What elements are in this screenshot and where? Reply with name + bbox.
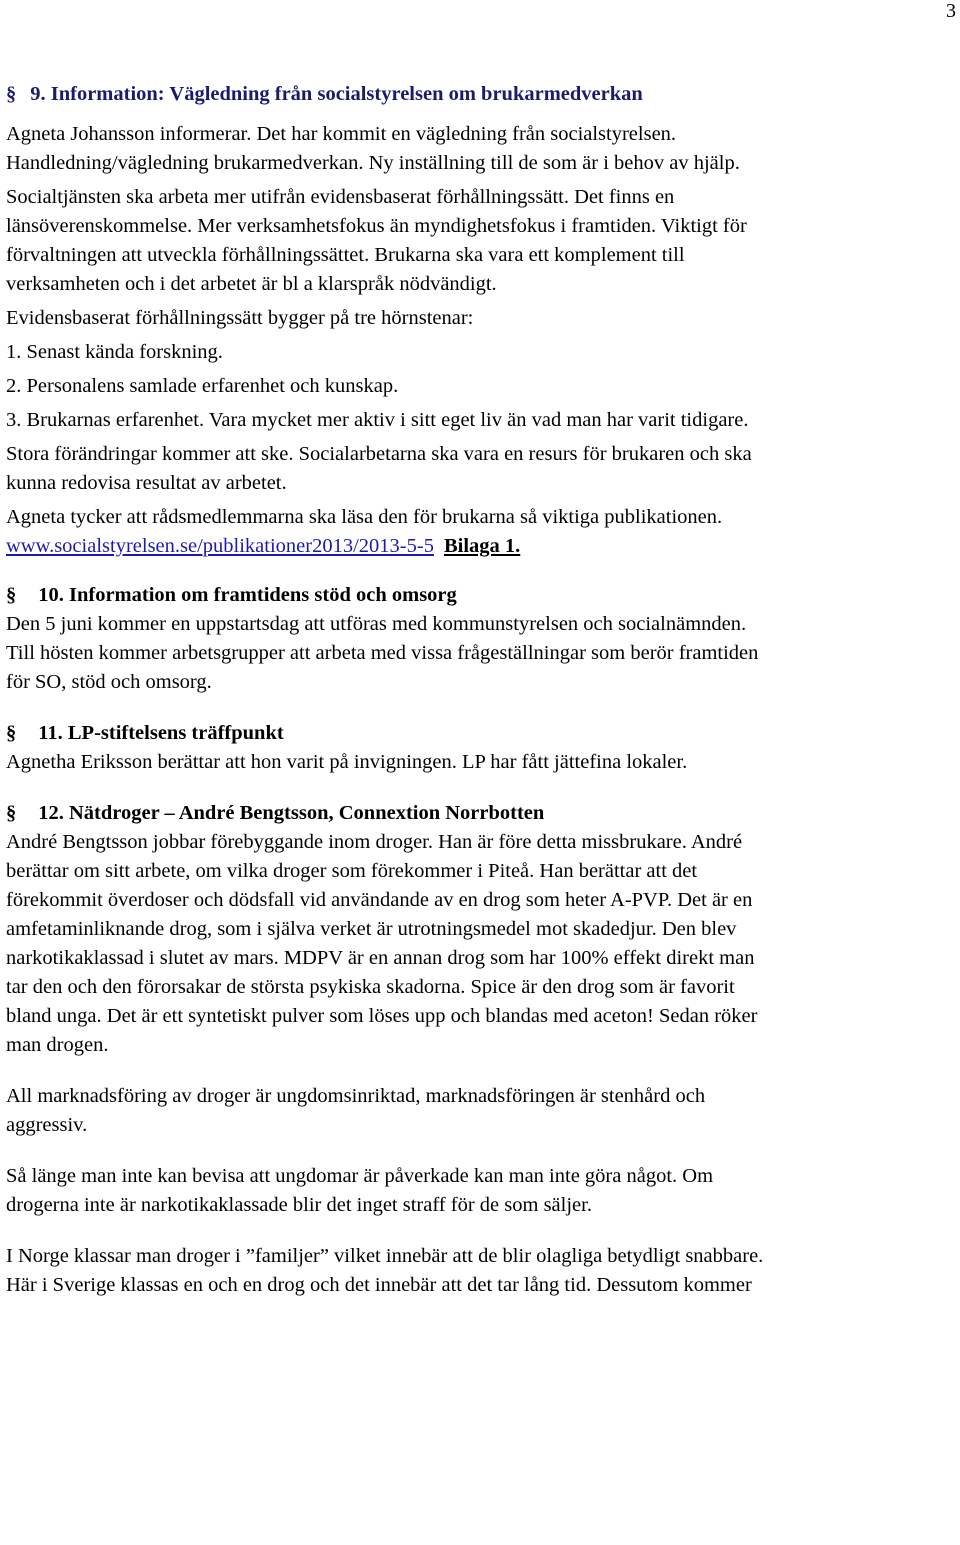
- section-9-para2-line: verksamheten och i det arbetet är bl a klarspråk nödvändigt.: [6, 273, 497, 295]
- section-9-para3-line: kunna redovisa resultat av arbetet.: [6, 472, 287, 494]
- section-9-heading: [6, 80, 950, 109]
- section-11-title: LP-stiftelsens träffpunkt: [67, 722, 284, 744]
- section-12-para2-line: aggressiv.: [6, 1114, 88, 1136]
- section-12-para4-line: Här i Sverige klassas en och en drog och det innebär att det tar lång tid. Dessutom kommer: [6, 1274, 752, 1296]
- section-12-heading: [6, 799, 950, 828]
- section-10-number: 10.: [38, 584, 64, 606]
- link-line: [6, 532, 950, 561]
- section-11-line: Agnetha Eriksson berättar att hon varit på invigningen. LP har fått jättefina lokaler.: [6, 751, 688, 773]
- section-9-para2-line: Socialtjänsten ska arbeta mer utifrån evidensbaserat förhållningssätt. Det finns en: [6, 186, 675, 208]
- section-12-para3-line: Så länge man inte kan bevisa att ungdomar är påverkade kan man inte göra något. Om: [6, 1165, 714, 1187]
- section-9-para4: Agneta tycker att rådsmedlemmarna ska läsa den för brukarna så viktiga publikationen.: [6, 506, 723, 528]
- section-9-line: Agneta Johansson informerar. Det har kommit en vägledning från socialstyrelsen.: [6, 123, 677, 145]
- section-10-line: Den 5 juni kommer en uppstartsdag att utföras med kommunstyrelsen och socialnämnden.: [6, 613, 747, 635]
- section-12-line: förekommit överdoser och dödsfall vid användande av en drog som heter A-PVP. Det är en: [6, 889, 753, 911]
- section-sign: §: [6, 584, 17, 606]
- section-12-line: berättar om sitt arbete, om vilka droger som förekommer i Piteå. Han berättar att det: [6, 860, 698, 882]
- section-12-line: narkotikaklassad i slutet av mars. MDPV är en annan drog som har 100% effekt direkt man: [6, 947, 755, 969]
- section-9-line: Handledning/vägledning brukarmedverkan. Ny inställning till de som är i behov av hjälp.: [6, 152, 740, 174]
- section-12-para3-line: drogerna inte är narkotikaklassade blir det inget straff för de som säljer.: [6, 1194, 592, 1216]
- section-12-line: amfetaminliknande drog, som i själva verket är utrotningsmedel mot skadedjur. Den blev: [6, 918, 737, 940]
- section-sign: §: [6, 83, 17, 105]
- section-11-heading: [6, 719, 950, 748]
- section-10-title: Information om framtidens stöd och omsorg: [69, 584, 457, 606]
- section-9-para3-line: Stora förändringar kommer att ske. Socialarbetarna ska vara en resurs för brukaren och ska: [6, 443, 752, 465]
- section-12-line: André Bengtsson jobbar förebyggande inom droger. Han är före detta missbrukare. André: [6, 831, 743, 853]
- cornerstone-item: 3. Brukarnas erfarenhet. Vara mycket mer aktiv i sitt eget liv än vad man har varit tidigare.: [6, 409, 749, 431]
- section-sign: §: [6, 802, 17, 824]
- section-12-title: Nätdroger – André Bengtsson, Connextion Norrbotten: [69, 802, 545, 824]
- cornerstone-item: 1. Senast kända forskning.: [6, 341, 223, 363]
- section-9-para2-line: länsöverenskommelse. Mer verksamhetsfokus än myndighetsfokus i framtiden. Viktigt för: [6, 215, 747, 237]
- page-number: 3: [946, 0, 956, 22]
- section-10-line: Till hösten kommer arbetsgrupper att arbeta med vissa frågeställningar som berör framtiden: [6, 642, 759, 664]
- attachment-label: Bilaga 1.: [443, 535, 521, 557]
- section-12-line: bland unga. Det är ett syntetiskt pulver som löses upp och blandas med aceton! Sedan röker: [6, 1005, 758, 1027]
- cornerstone-item: 2. Personalens samlade erfarenhet och kunskap.: [6, 375, 399, 397]
- section-10-heading: [6, 581, 950, 610]
- section-12-line: man drogen.: [6, 1034, 109, 1056]
- section-10-line: för SO, stöd och omsorg.: [6, 671, 212, 693]
- section-12-line: tar den och den förorsakar de största psykiska skadorna. Spice är den drog som är favorit: [6, 976, 735, 998]
- cornerstones-intro: Evidensbaserat förhållningssätt bygger på tre hörnstenar:: [6, 307, 474, 329]
- section-12-para4-line: I Norge klassar man droger i ”familjer” vilket innebär att de blir olagliga betydligt snabbare.: [6, 1245, 764, 1267]
- section-11-number: 11.: [38, 722, 63, 744]
- publication-link[interactable]: www.socialstyrelsen.se/publikationer2013/2013-5-5: [6, 535, 434, 557]
- section-12-para2-line: All marknadsföring av droger är ungdomsinriktad, marknadsföringen är stenhård och: [6, 1085, 706, 1107]
- section-12-number: 12.: [38, 802, 64, 824]
- section-sign: §: [6, 722, 17, 744]
- document-body: [6, 80, 950, 1300]
- section-9-title: 9. Information: Vägledning från socialstyrelsen om brukarmedverkan: [30, 83, 643, 105]
- section-9-para2-line: förvaltningen att utveckla förhållningssättet. Brukarna ska vara ett komplement till: [6, 244, 685, 266]
